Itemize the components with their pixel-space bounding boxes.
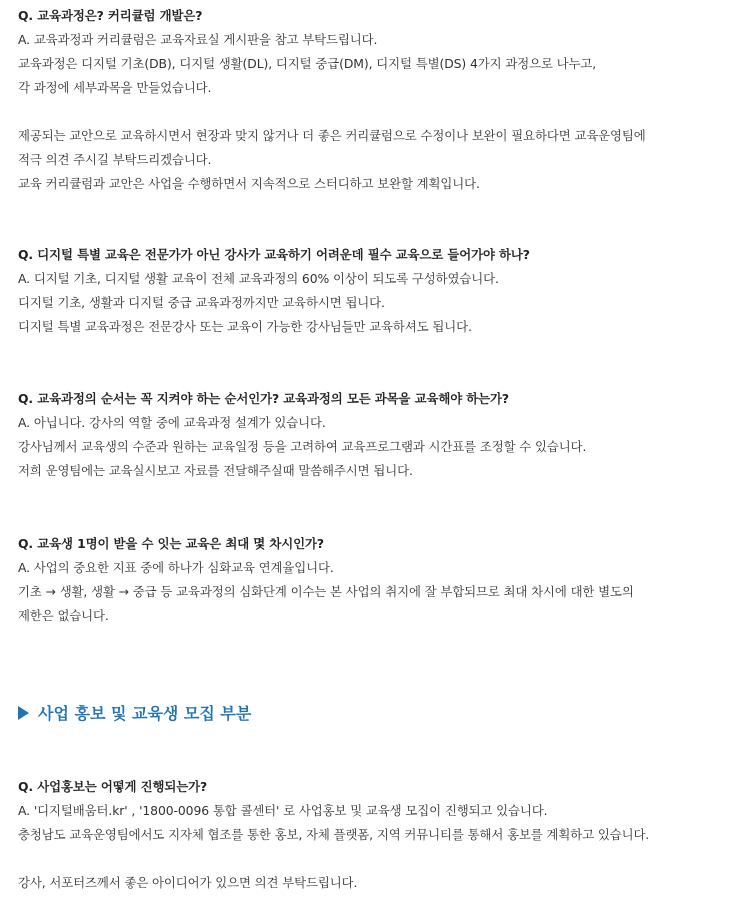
faq-answer-line: 디지털 특별 교육과정은 전문강사 또는 교육이 가능한 강사님들만 교육하셔도 됩니다. [18,319,472,334]
faq-answer-line: 각 과정에 세부과목을 만들었습니다. [18,80,212,95]
faq-question: Q. 교육과정은? 커리큘럼 개발은? [18,8,203,23]
faq-answer-line: 제공되는 교안으로 교육하시면서 현장과 맞지 않거나 더 좋은 커리큘럼으로 수정이나 보완이 필요하다면 교육운영팀에 [18,128,646,143]
faq-answer-line: 디지털 기초, 생활과 디지털 중급 교육과정까지만 교육하시면 됩니다. [18,295,385,310]
faq-answer-line: 교육과정은 디지털 기초(DB), 디지털 생활(DL), 디지털 중급(DM), 디지털 특별(DS) 4가지 과정으로 나누고, [18,56,597,71]
faq-answer-line: A. 사업의 중요한 지표 중에 하나가 심화교육 연계율입니다. [18,560,334,575]
section-heading [18,702,251,726]
faq-answer-line: A. 디지털 기초, 디지털 생활 교육이 전체 교육과정의 60% 이상이 되도록 구성하였습니다. [18,271,499,286]
faq-question: Q. 교육과정의 순서는 꼭 지켜야 하는 순서인가? 교육과정의 모든 과목을 교육해야 하는가? [18,391,509,406]
faq-answer-line: 강사, 서포터즈께서 좋은 아이디어가 있으면 의견 부탁드립니다. [18,875,358,890]
faq-question: Q. 사업홍보는 어떻게 진행되는가? [18,779,208,794]
faq-answer-line: 적극 의견 주시길 부탁드리겠습니다. [18,152,212,167]
faq-answer-line: A. 아닙니다. 강사의 역할 중에 교육과정 설계가 있습니다. [18,415,326,430]
section-heading-text: 사업 홍보 및 교육생 모집 부분 [38,704,252,723]
faq-answer-line: 저희 운영팀에는 교육실시보고 자료를 전달해주실때 말씀해주시면 됩니다. [18,463,413,478]
triangle-right-icon [18,706,29,720]
faq-answer-line: 교육 커리큘럼과 교안은 사업을 수행하면서 지속적으로 스터디하고 보완할 계획입니다. [18,176,480,191]
faq-answer-line: A. '디지털배움터.kr' , '1800-0096 통합 콜센터' 로 사업홍보 및 교육생 모집이 진행되고 있습니다. [18,803,548,818]
faq-answer-line: 기초 → 생활, 생활 → 중급 등 교육과정의 심화단계 이수는 본 사업의 취지에 잘 부합되므로 최대 차시에 대한 별도의 [18,584,634,599]
faq-answer-line: 충청남도 교육운영팀에서도 지자체 협조를 통한 홍보, 자체 플랫폼, 지역 커뮤니티를 통해서 홍보를 계획하고 있습니다. [18,827,650,842]
faq-question: Q. 교육생 1명이 받을 수 잇는 교육은 최대 몇 차시인가? [18,536,324,551]
faq-question: Q. 디지털 특별 교육은 전문가가 아닌 강사가 교육하기 어려운데 필수 교육으로 들어가야 하나? [18,247,530,262]
faq-answer-line: 강사님께서 교육생의 수준과 원하는 교육일정 등을 고려하여 교육프로그램과 시간표를 조정할 수 있습니다. [18,439,587,454]
faq-answer-line: A. 교육과정과 커리큘럼은 교육자료실 게시판을 참고 부탁드립니다. [18,32,378,47]
faq-answer-line: 제한은 없습니다. [18,608,109,623]
